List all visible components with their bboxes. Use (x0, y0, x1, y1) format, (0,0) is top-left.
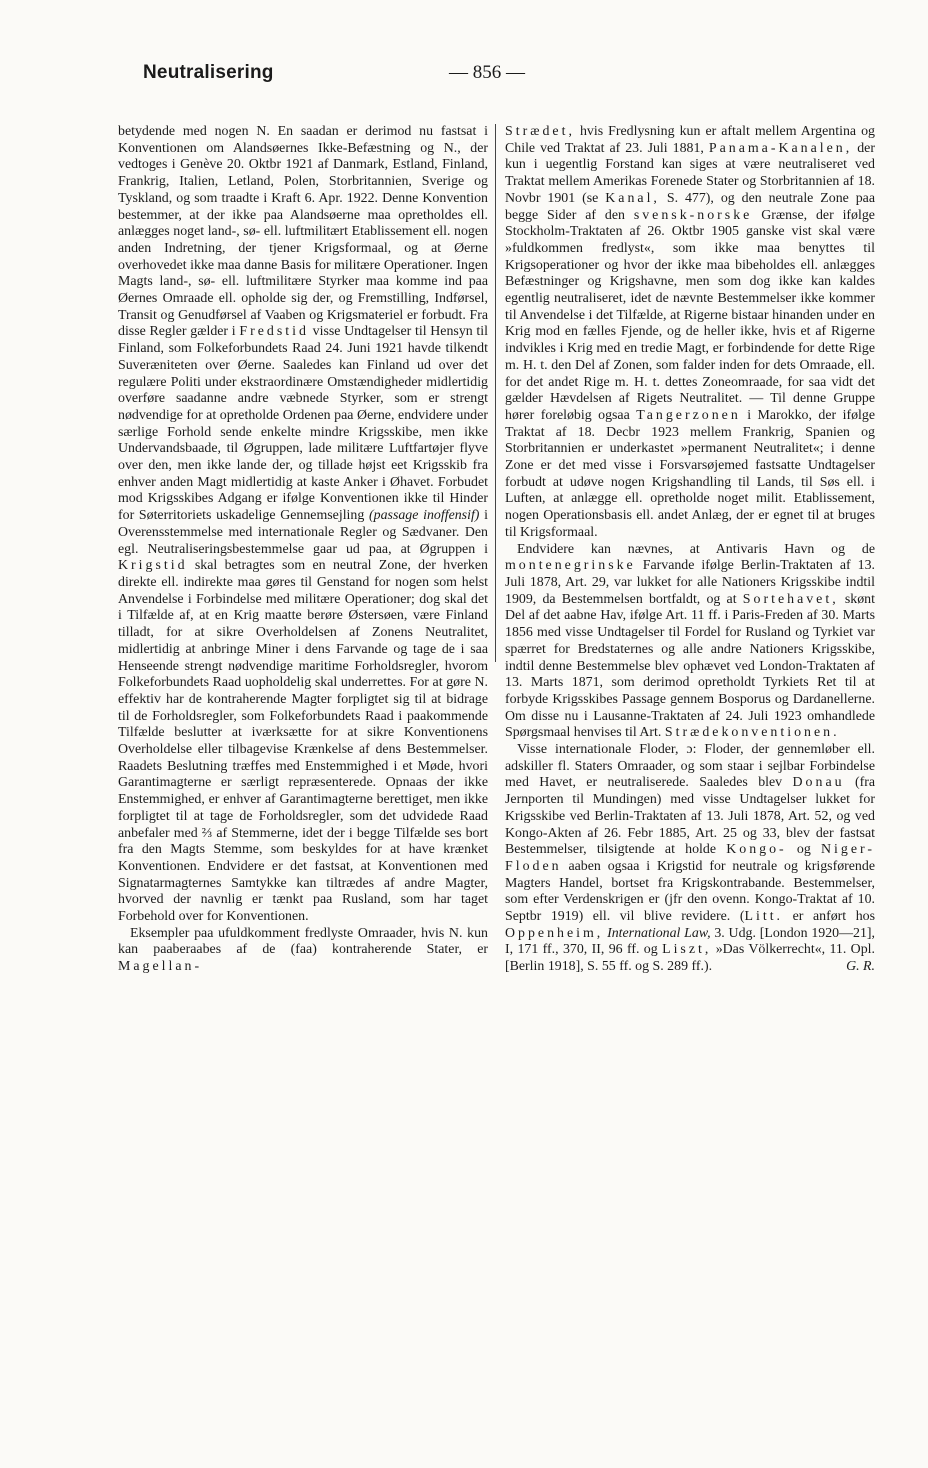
text-run: i Overensstemmelse med internationale Regler og Sædvaner. Den egl. Neutraliseringsbestemmelse gaar ud paa, at Øgruppen i (118, 508, 488, 557)
text-run: Endvidere kan nævnes, at Antivaris Havn og de (517, 541, 875, 557)
text-run: visse Undtagelser til Hensyn til Finland, som Folkeforbundets Raad 24. Juni 1921 havde tilkendt Suveræniteten over Øerne. Saaledes kan Finland ud over det regulære Politi under ekstraordinære Omstændigheder midlertidig overføre saadanne andre væbnede Styrker, som er strengt nødvendige for at opretholde Ordenen paa Øerne, endvidere under særlige Forhold sende enkelte mindre Krigsskibe, men ikke Undervandsbaade, til Øgruppen, lade militære Luftfartøjer flyve over den, men ikke lande der, og tillade højst eet Krigsskib fra enhver anden Magt midlertidig at kaste Anker i Øhavet. Forbudet mod Krigsskibes Adgang er ifølge Konventionen ikke til Hinder for Søterritoriets uskadelige Gennemsejling (118, 324, 489, 524)
spaced-term: Kongo- (726, 842, 787, 858)
spaced-term: Panama-Kanalen, (708, 140, 853, 156)
spaced-term: Tangerzonen (636, 407, 741, 423)
text-run: »Das Völkerrecht«, 11. Opl. [Berlin 1918], S. 55 ff. og S. 289 ff.). (505, 942, 875, 975)
paragraph-rivers (505, 742, 875, 976)
spaced-term: Sortehavet, (742, 591, 839, 607)
text-run: og (796, 842, 811, 858)
column-divider (495, 124, 496, 662)
page-number: — 856 — (449, 62, 525, 83)
spaced-term: Krigstid (118, 558, 188, 574)
text-run: skønt Del af det aabne Hav, ifølge Art. 11 ff. i Paris-Freden af 30. Marts 1856 med visse Undtagelser til Fordel for Rusland og Tyrkiet var spærret for Bredstaternes og alle andre Nationers Krigsskibe, indtil denne Bestemmelse blev ophævet ved London-Traktaten af 13. Marts 1871, som derimod opretholdt Tyrkiets Ret til at forbyde Krigsskibes Passage gennem Bosporus og Dardanellerne. Om disse nu i Lausanne-Traktaten af 24. Juli 1923 omhandlede Spørgsmaal henvises til Art. (505, 591, 875, 741)
text-run: hvis Fredlysning kun er aftalt mellem Argentina og Chile ved Traktat af 23. Juli 1881, (505, 124, 875, 156)
text-run: Visse internationale Floder, ɔ: Floder, der gennemløber ell. adskiller fl. Staters Omraader, og som staar i sejlbar Forbindelse med Havet, er neutraliserede. Saaledes blev (505, 742, 875, 791)
text-run: S. 477), og den neutrale Zone paa begge Sider af den (505, 190, 876, 223)
spaced-term: Magellan- (118, 959, 203, 975)
text-run: i Marokko, der ifølge Traktat af 18. Decbr 1923 mellem Frankrig, Spanien og Storbritannien er underkastet »permanent Neutralitet«; i denne Zone er det med visse i Forsvarsøjemed fastsatte Undtagelser forbudt at udøve nogen Krigshandling til Lands, til Søs ell. i Luften, at anlægge ell. opretholde noget milit. Etablissement, nogen Operationsbasis ell. andet Anlæg, der er egnet til at bruges til Krigsformaal. (505, 407, 875, 540)
text-run: Farvande ifølge Berlin-Traktaten af 13. Juli 1878, Art. 29, var lukket for alle Nationers Krigsskibe indtil 1909, da Bestemmelsen bortfaldt, og at (505, 558, 875, 607)
author-signature: G. R. (846, 959, 875, 975)
running-head (143, 62, 828, 92)
spaced-term: Niger-Floden (505, 842, 875, 874)
text-run: er anført hos (792, 909, 875, 925)
italic-term: (passage inoffensif) (369, 508, 480, 524)
italic-term: International Law, (607, 925, 711, 941)
text-run: (fra Jernporten til Mundingen) med visse Undtagelser lukket for Krigsskibe ved Berlin-Traktaten af 13. Juli 1878, Art. 52, og ved Kongo-Akten af 26. Febr 1885, Art. 25 og 33, blev der fastsat Bestemmelser, tilsigtende at holde (505, 775, 875, 858)
paragraph-aaland-convention (118, 124, 488, 926)
text-run: Eksempler paa ufuldkomment fredlyste Omraader, hvis N. kun kan paaberaabes af de (faa) kontraherende Stater, er (118, 925, 488, 958)
spaced-term: Oppenheim, (505, 925, 604, 941)
paragraph-straits (505, 124, 875, 542)
spaced-term: Litt. (744, 909, 784, 925)
page-title: Neutralisering (143, 62, 274, 83)
spaced-term: Strædekonventionen. (664, 725, 840, 741)
text-run: skal betragtes som en neutral Zone, der hverken direkte ell. indirekte maa gøres til Genstand for nogen som helst Anvendelse i Forbindelse med militære Operationer; dog skal det i Tilfælde af, at en Krig maatte berøre Østersøen, være Finland tilladt, for at sikre Overholdelsen af Zonens Neutralitet, midlertidig at anbringe Miner i dens Farvande og tage de i saa Henseende strengt nødvendige maritime Forholdsregler, hvorom Folkeforbundets Raad uopholdelig skal underrettes. For at gøre N. effektiv har de kontraherende Magter forpligtet sig til at bidrage til de Forholdsregler, som Folkeforbundets Raad i paakommende Tilfælde beslutter at iværksætte for at sikre Konventionens Overholdelse eller tilbagevise Krænkelse af dens Bestemmelser. Raadets Beslutning træffes med Enstemmighed i et Møde, hvori Garantimagterne er særligt repræsenterede. Opnaas der ikke Enstemmighed, er enhver af Garantimagterne berettiget, men ikke forpligtet til at tage de Forholdsregler, som det udvidede Raad anbefaler med ⅔ af Stemmerne, idet der i begge Tilfælde ses bort fra den Magts Stemme, som beskyldes for at have krænket Konventionen. Endvidere er det fastsat, at Konventionen med Signatarmagternes Samtykke kan tiltrædes af andre Magter, hvorved der navnlig er tænkt paa Rusland, som har taget Forbehold over for Konventionen. (118, 558, 488, 925)
left-column (118, 124, 488, 976)
spaced-term: Fredstid (239, 324, 309, 340)
spaced-term: Strædet, (505, 124, 575, 139)
paragraph-examples (118, 926, 488, 976)
text-run: der kun i uegentlig Forstand kan siges at være neutraliseret ved Traktat mellem Amerikas Forenede Stater og Storbritannien af 18. Novbr 1901 (se (505, 140, 875, 206)
text-run: Grænse, der ifølge Stockholm-Traktaten af 26. Oktbr 1905 ganske vist skal være »fuldkommen fredlyst«, som ikke maa benyttes til Krigsoperationer og hvor der ikke maa bibeholdes ell. anlægges Befæstninger og Krigshavne, men som dog ikke kan kaldes egentlig neutraliseret, idet de nævnte Bestemmelser ikke kommer til Anvendelse i det Tilfælde, at Rigerne bistaar hinanden under en Krig mod en fælles Fjende, og de heller ikke, hvis et af Rigerne indvikles i Krig med en tredie Magt, er forbindende for dette Rige m. H. t. den Del af Zonen, som falder inden for dets Omraade, ell. for det andet Rige m. H. t. dettes Zoneomraade, for saa vidt det gælder Hævdelsen af Rigets Neutralitet. — Til denne Gruppe hører foreløbig ogsaa (505, 207, 875, 423)
spaced-term: Donau (792, 775, 845, 791)
spaced-term: svensk-norske (633, 207, 753, 223)
paragraph-antivari-blacksea (505, 542, 875, 742)
text-run: 3. Udg. [London 1920—21], I, 171 ff., 370, II, 96 ff. og (505, 925, 876, 958)
spaced-term: montenegrinske (505, 558, 636, 574)
right-column (505, 124, 875, 976)
text-run: betydende med nogen N. En saadan er derimod nu fastsat i Konventionen om Alandsøernes Ikke-Befæstning og N., der vedtoges i Genève 20. Oktbr 1921 af Danmark, Estland, Finland, Frankrig, Italien, Letland, Polen, Storbritannien, Sverige og Tyskland, og som traadte i Kraft 6. Apr. 1922. Denne Konvention bestemmer, at der ikke paa Alandsøerne maa opretholdes ell. anlægges noget land-, sø- ell. luftmilitært Etablissement ell. nogen anden Indretning, der tjener Krigsformaal, og at Øerne overhovedet ikke maa danne Basis for militære Operationer. Ingen Magts land-, sø- ell. luftmilitære Styrker maa komme ind paa Øernes Omraade ell. opholde sig der, og Fremstilling, Indførsel, Transit og Genudførsel af Vaaben og Krigsmateriel er forbudt. Fra disse Regler gælder i (118, 124, 488, 340)
text-run: aaben ogsaa i Krigstid for neutrale og krigsførende Magters Handel, bortset fra Krigskontrabande. Bestemmelser, som efter Verdenskrigen er (jfr den ovenn. Kongo-Traktat af 10. Septbr 1919) ell. vil blive revidere. ( (505, 858, 875, 925)
spaced-term: Kanal, (605, 190, 660, 206)
spaced-term: Liszt, (662, 942, 712, 958)
